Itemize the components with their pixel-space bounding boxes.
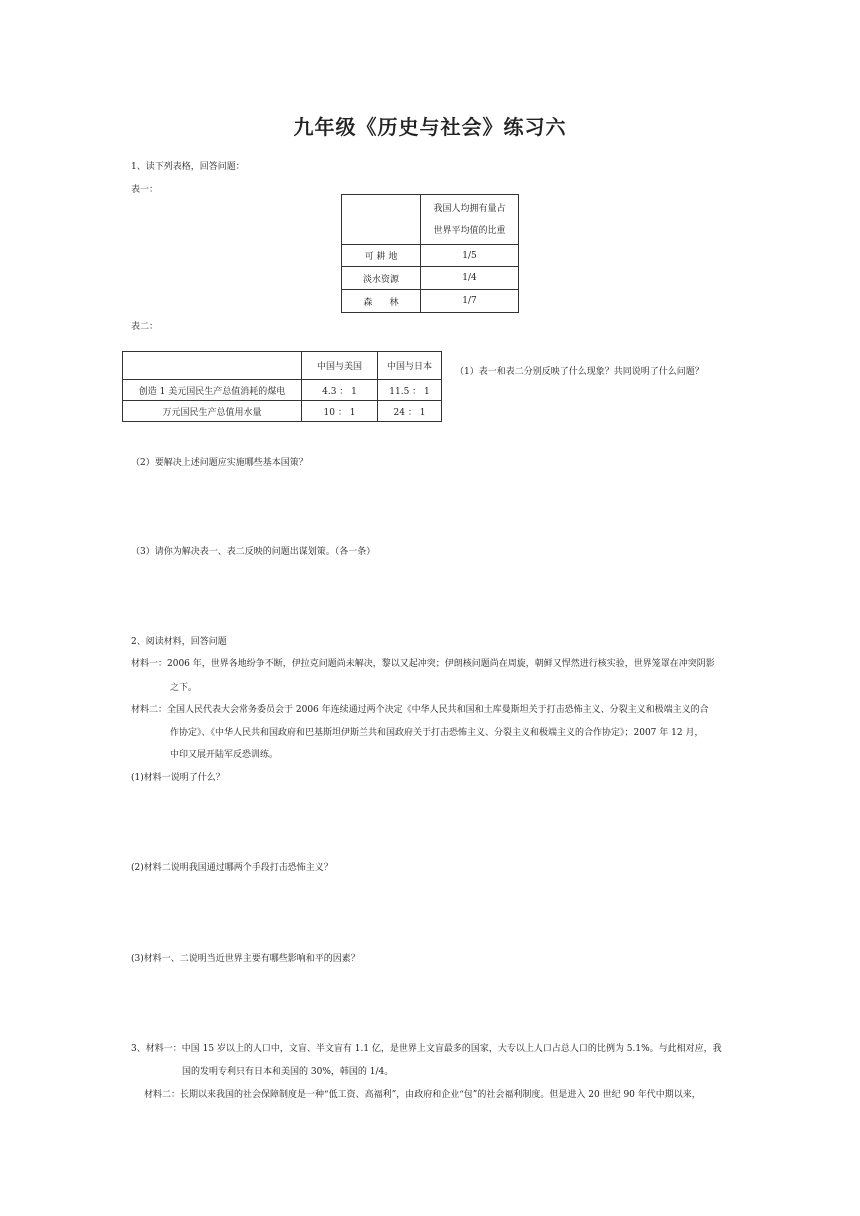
- question-3-line-1: 3、材料一：中国 15 岁以上的人口中，文盲、半文盲有 1.1 亿，是世界上文盲最多的国家，大专以上人口占总人口的比例为 5.1%。与此相对应，我: [131, 1044, 722, 1054]
- table-2: [122, 351, 442, 422]
- question-1-sub-3: （3）请你为解决表一、表二反映的问题出谋划策。（各一条）: [131, 547, 376, 557]
- table2-label: 表二：: [131, 322, 159, 332]
- table2-header-jp: 中国与日本: [378, 352, 442, 380]
- row-label: 创造 1 美元国民生产总值消耗的煤电: [123, 380, 302, 401]
- table2-corner-cell: [123, 352, 302, 380]
- table1-header-cell: [421, 195, 519, 245]
- row-value: 1/7: [421, 290, 519, 313]
- row-label: 淡水资源: [342, 267, 421, 290]
- row-label: 森 林: [342, 290, 421, 313]
- row-value-us: 10 ： 1: [302, 401, 378, 422]
- row-value-us: 4.3 ： 1: [302, 380, 378, 401]
- table-1: [341, 194, 519, 313]
- table1-corner-cell: [342, 195, 421, 245]
- question-2-stem: 2、阅读材料，回答问题: [131, 637, 227, 647]
- row-value: 1/5: [421, 245, 519, 267]
- table-row: [123, 401, 442, 422]
- question-1-stem: 1、读下列表格，回答问题：: [131, 162, 245, 172]
- table1-header-line1: 我国人均拥有量占: [433, 203, 506, 214]
- question-3-line-2: 国的发明专利只有日本和美国的 30%，韩国的 1/4。: [182, 1067, 394, 1077]
- table-row: [342, 290, 519, 313]
- table-row: [123, 380, 442, 401]
- table2-header-us: 中国与美国: [302, 352, 378, 380]
- row-value: 1/4: [421, 267, 519, 290]
- page-title: 九年级《历史与社会》练习六: [293, 115, 567, 139]
- row-value-jp: 11.5 ： 1: [378, 380, 442, 401]
- material-2-line-2: 作协定》、《中华人民共和国政府和巴基斯坦伊斯兰共和国政府关于打击恐怖主义、分裂主义和极端主义的合作协定》；2007 年 12 月，: [170, 728, 704, 738]
- question-3-line-3: 材料二：长期以来我国的社会保障制度是一种“低工资、高福利”，由政府和企业“包”的社会福利制度。但是进入 20 世纪 90 年代中期以来，: [144, 1090, 701, 1100]
- table1-label: 表一：: [131, 185, 159, 195]
- material-1-line-2: 之下。: [170, 683, 198, 693]
- table-row: [342, 245, 519, 267]
- question-2-sub-1: (1)材料一说明了什么？: [131, 773, 225, 783]
- row-label: 可 耕 地: [342, 245, 421, 267]
- material-1-line-1: 材料一：2006 年，世界各地纷争不断，伊拉克问题尚未解决，黎以又起冲突；伊朗核问题尚在周旋，朝鲜又悍然进行核实验，世界笼罩在冲突阴影: [131, 659, 715, 669]
- material-2-line-1: 材料二：全国人民代表大会常务委员会于 2006 年连续通过两个决定《中华人民共和国和土库曼斯坦关于打击恐怖主义、分裂主义和极端主义的合: [131, 705, 709, 715]
- question-1-sub-2: （2）要解决上述问题应实施哪些基本国策？: [131, 458, 308, 468]
- row-label: 万元国民生产总值用水量: [123, 401, 302, 422]
- question-2-sub-3: (3)材料一、二说明当近世界主要有哪些影响和平的因素？: [131, 954, 360, 964]
- question-2-sub-2: (2)材料二说明我国通过哪两个手段打击恐怖主义？: [131, 863, 333, 873]
- table1-header-line2: 世界平均值的比重: [433, 225, 506, 236]
- material-2-line-3: 中印又展开陆军反恐训练。: [170, 750, 279, 760]
- question-1-sub-1: （1）表一和表二分别反映了什么现象？共同说明了什么问题？: [455, 367, 704, 377]
- row-value-jp: 24 ： 1: [378, 401, 442, 422]
- table-row: [342, 267, 519, 290]
